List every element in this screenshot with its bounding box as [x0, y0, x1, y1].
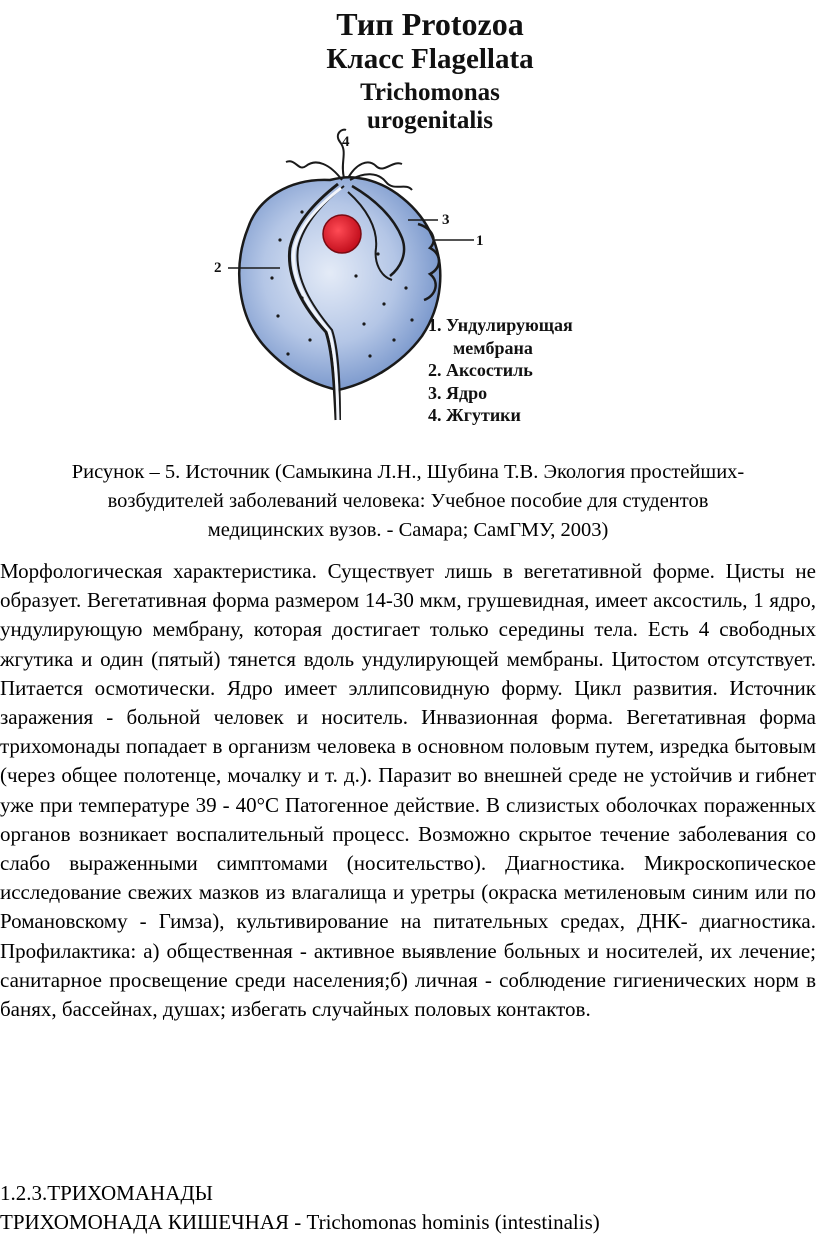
label-2: 2	[214, 260, 222, 276]
figure-title-class: Класс Flagellata	[326, 43, 534, 75]
figure-title-type: Тип Protozoa	[336, 6, 524, 42]
nucleus	[323, 215, 361, 253]
legend-item-3: 3. Ядро	[428, 382, 488, 403]
subsection-heading: ТРИХОМОНАДА КИШЕЧНАЯ - Trichomonas hominis (intestinalis)	[0, 1210, 600, 1234]
label-3: 3	[442, 212, 450, 228]
cell-body	[239, 177, 440, 390]
label-4: 4	[342, 134, 350, 150]
figure-caption	[0, 458, 816, 545]
legend-item-2: 2. Аксостиль	[428, 360, 533, 380]
figure-title-genus: Trichomonas	[360, 79, 500, 106]
legend-item-1a: 1. Ундулирующая	[428, 315, 573, 335]
caption-line-1: Рисунок – 5. Источник (Самыкина Л.Н., Шубина Т.В. Экология простейших-	[71, 461, 745, 483]
legend-item-4: 4. Жгутики	[428, 405, 521, 425]
label-1: 1	[476, 233, 484, 249]
caption-line-2: возбудителей заболеваний человека: Учебное пособие для студентов	[107, 490, 709, 512]
legend-item-1b: мембрана	[453, 337, 533, 358]
section-heading: 1.2.3.ТРИХОМАНАДЫ	[0, 1181, 213, 1205]
figure-title-species: urogenitalis	[367, 107, 493, 134]
figure-legend	[428, 314, 573, 427]
main-paragraph: Морфологическая характеристика. Существует лишь в вегетативной форме. Цисты не образует. Вегетативная форма размером 14-30 мкм, грушевидная, имеет аксостиль, 1 ядро, ундулирующую мембрану, которая достигает только середины тела. Есть 4 свободных жгутика и один (пятый) тянется вдоль ундулирующей мембраны. Цитостом отсутствует. Питается осмотически. Ядро имеет эллипсовидную форму. Цикл развития. Источник заражения - больной человек и носитель. Инвазионная форма. Вегетативная форма трихомонады попадает в организм человека в основном половым путем, изредка бытовым (через общее полотенце, мочалку и т. д.). Паразит во внешней среде не устойчив и гибнет уже при температуре 39 - 40°С Патогенное действие. В слизистых оболочках пораженных органов возникает воспалительный процесс. Возможно скрытое течение заболевания со слабо выраженными симптомами (носительство). Диагностика. Микроскопическое исследование свежих мазков из влагалища и уретры (окраска метиленовым синим или по Романовскому - Гимза), культивирование на питательных средах, ДНК- диагностика. Профилактика: а) общественная - активное выявление больных и носителей, их лечение; санитарное просвещение среди населения;б) личная - соблюдение гигиенических норм в банях, бассейнах, душах; избегать случайных половых контактов.	[0, 559, 816, 1022]
flagella	[286, 161, 342, 180]
main-paragraph-container	[0, 557, 816, 1024]
caption-line-3: медицинских вузов. - Самара; СамГМУ, 2003)	[207, 519, 609, 541]
